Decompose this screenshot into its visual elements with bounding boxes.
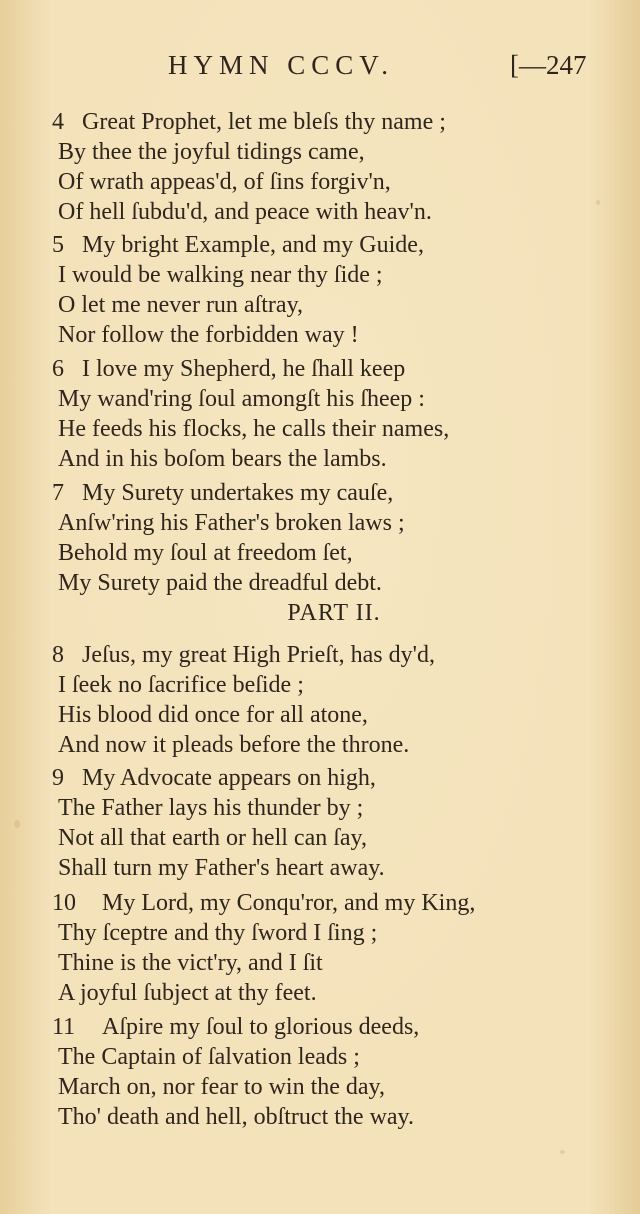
verse-text: My bright Example, and my Guide, xyxy=(82,232,424,258)
verse-line xyxy=(0,107,640,137)
verse-line: Thine is the vict'ry, and I ſit xyxy=(58,950,323,976)
verse-text: Great Prophet, let me bleſs thy name ; xyxy=(82,109,446,135)
verse-text: Jeſus, my great High Prieſt, has dy'd, xyxy=(82,642,435,668)
verse-line: I ſeek no ſacrifice beſide ; xyxy=(58,672,304,698)
verse-line: My Surety paid the dreadful debt. xyxy=(58,570,382,596)
verse-line xyxy=(0,1012,640,1042)
verse-line: By thee the joyful tidings came, xyxy=(58,139,365,165)
verse-line: Thy ſceptre and thy ſword I ſing ; xyxy=(58,920,378,946)
verse-line: His blood did once for all atone, xyxy=(58,702,368,728)
verse-line xyxy=(0,888,640,918)
verse-number: 6 xyxy=(52,356,64,382)
verse-line: And now it pleads before the throne. xyxy=(58,732,410,758)
verse-number: 5 xyxy=(52,232,64,258)
verse-line: Of wrath appeas'd, of ſins forgiv'n, xyxy=(58,169,391,195)
verse xyxy=(0,888,640,1008)
verse-line: Anſw'ring his Father's broken laws ; xyxy=(58,510,405,536)
verse xyxy=(0,354,640,474)
part-heading: PART II. xyxy=(287,600,381,626)
verse-line xyxy=(0,478,640,508)
verse-line xyxy=(0,763,640,793)
verse-text: I love my Shepherd, he ſhall keep xyxy=(82,356,406,382)
verse-number: 11 xyxy=(52,1014,76,1040)
verse xyxy=(0,1012,640,1132)
page-number: [—247 xyxy=(510,50,587,80)
verse-line: A joyful ſubject at thy feet. xyxy=(58,980,317,1006)
page-header xyxy=(0,50,640,90)
verse-line: He feeds his flocks, he calls their names, xyxy=(58,416,450,442)
verse-line: I would be walking near thy ſide ; xyxy=(58,262,383,288)
verse-line: And in his boſom bears the lambs. xyxy=(58,446,387,472)
running-title: HYMN CCCV. xyxy=(168,50,395,80)
verse-line xyxy=(0,354,640,384)
verse-number: 7 xyxy=(52,480,64,506)
verse xyxy=(0,478,640,598)
verse xyxy=(0,640,640,760)
verse-line: The Captain of ſalvation leads ; xyxy=(58,1044,360,1070)
verse-number: 8 xyxy=(52,642,64,668)
verse-line: Nor follow the forbidden way ! xyxy=(58,322,359,348)
verse-text: Aſpire my ſoul to glorious deeds, xyxy=(102,1014,420,1040)
verse-number: 4 xyxy=(52,109,64,135)
verse-line: My wand'ring ſoul amongſt his ſheep : xyxy=(58,386,425,412)
verse-line: Tho' death and hell, obſtruct the way. xyxy=(58,1104,414,1130)
verse-line: Of hell ſubdu'd, and peace with heav'n. xyxy=(58,199,432,225)
verse-number: 9 xyxy=(52,765,64,791)
verse-line xyxy=(0,230,640,260)
verse-text: My Lord, my Conqu'ror, and my King, xyxy=(102,890,476,916)
verse-line: Not all that earth or hell can ſay, xyxy=(58,825,367,851)
verse-line: Behold my ſoul at freedom ſet, xyxy=(58,540,353,566)
verse-line: March on, nor fear to win the day, xyxy=(58,1074,385,1100)
verse-line xyxy=(0,640,640,670)
verse xyxy=(0,107,640,227)
verse-line: The Father lays his thunder by ; xyxy=(58,795,364,821)
verse xyxy=(0,230,640,350)
verse xyxy=(0,763,640,883)
verse-text: My Advocate appears on high, xyxy=(82,765,376,791)
verse-line: Shall turn my Father's heart away. xyxy=(58,855,385,881)
verse-line: O let me never run aſtray, xyxy=(58,292,304,318)
verse-text: My Surety undertakes my cauſe, xyxy=(82,480,394,506)
verse-number: 10 xyxy=(52,890,76,916)
paper-stain xyxy=(560,1150,565,1154)
